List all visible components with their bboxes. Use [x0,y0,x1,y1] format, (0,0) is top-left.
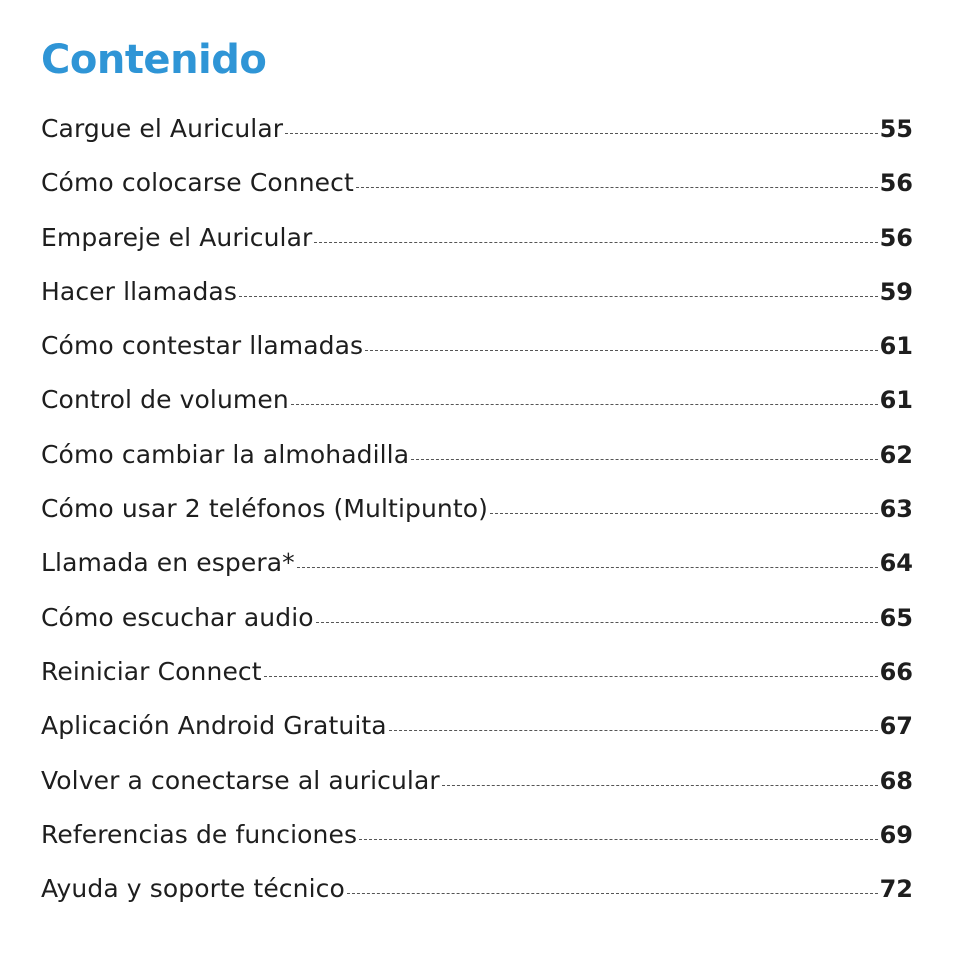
dot-leader [285,133,877,134]
dot-leader [314,242,877,243]
dot-leader [239,296,878,297]
toc-entry-page-number: 59 [879,277,913,306]
toc-entry-label: Reiniciar Connect [41,656,262,686]
dot-leader [490,513,878,514]
dot-leader [316,622,878,623]
toc-entry[interactable] [41,540,913,594]
toc-entry-label: Cómo cambiar la almohadilla [41,439,410,469]
toc-entry-page-number: 56 [879,169,913,198]
toc-entry-page-number: 66 [879,657,913,686]
toc-entry-label: Cómo contestar llamadas [41,331,364,361]
toc-entry[interactable] [41,866,913,920]
toc-entry-label: Hacer llamadas [41,276,237,306]
toc-entry-page-number: 61 [879,332,913,361]
toc-entry-page-number: 64 [879,549,913,578]
toc-entry[interactable] [41,323,913,377]
toc-entry-label: Cómo usar 2 teléfonos (Multipunto) [41,494,489,524]
dot-leader [389,730,878,731]
toc-entry-page-number: 63 [879,495,913,524]
toc-entry[interactable] [41,160,913,214]
toc-entry-label: Aplicación Android Gratuita [41,711,387,741]
toc-entry[interactable] [41,215,913,269]
dot-leader [359,839,878,840]
dot-leader [411,459,877,460]
page-title: Contenido [41,37,267,83]
toc-entry-label: Empareje el Auricular [41,222,313,252]
toc-entry-page-number: 67 [879,712,913,741]
toc-entry[interactable] [41,432,913,486]
toc-entry-label: Ayuda y soporte técnico [41,874,345,904]
toc-entry-label: Control de volumen [41,385,289,415]
toc-entry[interactable] [41,758,913,812]
dot-leader [297,567,878,568]
toc-entry[interactable] [41,377,913,431]
dot-leader [365,350,877,351]
toc-entry[interactable] [41,269,913,323]
toc-entry[interactable] [41,812,913,866]
document-page [41,0,913,954]
toc-entry-label: Cargue el Auricular [41,114,284,143]
toc-entry-label: Referencias de funciones [41,819,358,849]
toc-entry-label: Llamada en espera* [41,548,295,578]
toc-entry-label: Cómo colocarse Connect [41,168,354,198]
toc-entry-page-number: 56 [879,223,913,252]
toc-entry-label: Volver a conectarse al auricular [41,765,440,795]
toc-entry-page-number: 61 [879,386,913,415]
dot-leader [291,404,878,405]
toc-entry-page-number: 62 [879,440,913,469]
toc-entry[interactable] [41,595,913,649]
dot-leader [442,785,878,786]
dot-leader [264,676,878,677]
toc-entry-page-number: 72 [879,875,913,904]
dot-leader [347,893,878,894]
toc-entry-page-number: 69 [879,820,913,849]
toc-entry-page-number: 65 [879,603,913,632]
toc-entry-page-number: 55 [879,115,913,143]
toc-entry[interactable] [41,486,913,540]
toc-entry[interactable] [41,703,913,757]
toc-entry[interactable] [41,106,913,160]
toc-entry[interactable] [41,649,913,703]
table-of-contents [41,106,913,920]
toc-entry-page-number: 68 [879,766,913,795]
toc-entry-label: Cómo escuchar audio [41,602,314,632]
dot-leader [356,187,878,188]
